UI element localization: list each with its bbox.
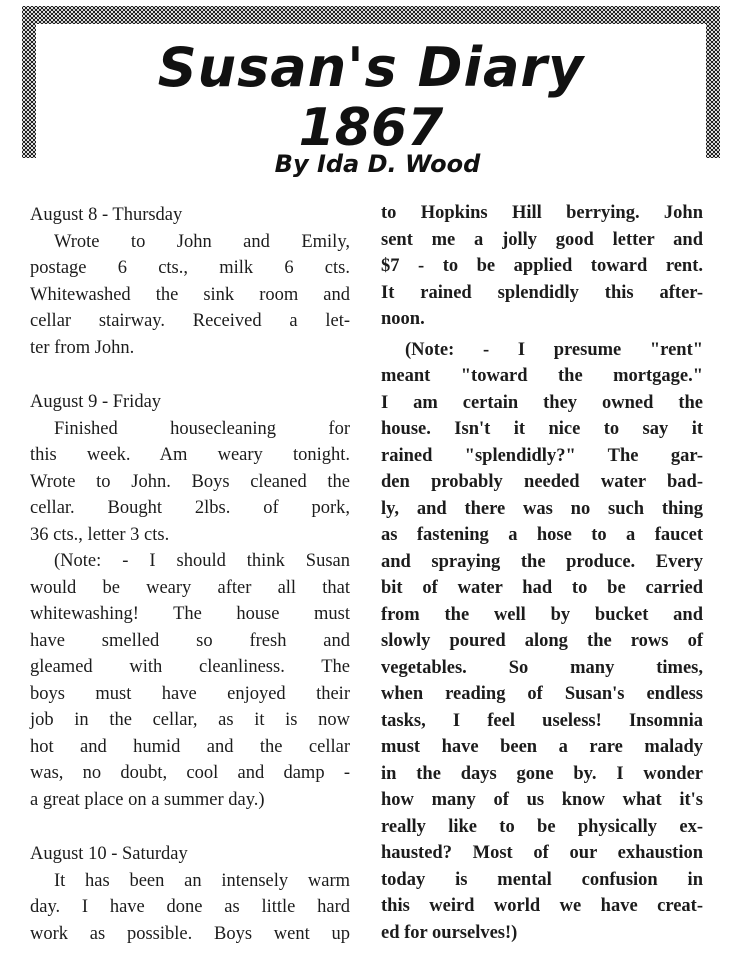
text-line: as fastening a hose to a faucet <box>381 525 703 545</box>
text-line: Wrote to John. Boys cleaned the <box>30 471 350 492</box>
text-line: this week. Am weary tonight. <box>30 445 350 465</box>
text-line: ly, and there was no such thing <box>381 498 703 519</box>
entry-aug-8-body <box>30 229 350 362</box>
text-line: Wrote to John and Emily, <box>54 231 350 252</box>
text-line: cellar. Bought 2lbs. of pork, <box>30 498 350 518</box>
text-line: have smelled so fresh and <box>30 630 350 651</box>
text-line: house. Isn't it nice to say it <box>381 419 703 439</box>
byline: By Ida D. Wood <box>274 150 481 178</box>
text-line: slowly poured along the rows of <box>381 631 703 651</box>
text-line: cellar stairway. Received a let- <box>30 311 350 331</box>
entry-date-aug-9: August 9 - Friday <box>30 392 162 412</box>
masthead-border-left <box>22 6 36 158</box>
text-line: 36 cts., letter 3 cts. <box>30 524 170 545</box>
text-line: really like to be physically ex- <box>381 816 703 837</box>
text-line: ter from John. <box>30 337 135 358</box>
text-line: and spraying the produce. Every <box>381 551 703 572</box>
masthead-border-top <box>22 6 720 24</box>
text-line: in the days gone by. I wonder <box>381 763 703 784</box>
entry-aug-10-continued <box>381 200 703 333</box>
masthead-box <box>22 6 720 158</box>
text-line: postage 6 cts., milk 6 cts. <box>30 258 350 278</box>
note-aug-10 <box>381 337 703 947</box>
text-line: hausted? Most of our exhaustion <box>381 843 703 863</box>
left-column <box>30 202 350 947</box>
text-line: to Hopkins Hill berrying. John <box>381 203 703 223</box>
column-title: Susan's Diary <box>157 36 585 99</box>
right-column <box>381 200 703 946</box>
text-line: den probably needed water bad- <box>381 472 703 492</box>
text-line: boys must have enjoyed their <box>30 683 350 704</box>
text-line: Whitewashed the sink room and <box>30 284 350 305</box>
entry-date-aug-8: August 8 - Thursday <box>30 205 183 225</box>
masthead-border-right <box>706 6 720 158</box>
text-line: sent me a jolly good letter and <box>381 229 703 250</box>
text-line: when reading of Susan's endless <box>381 684 703 704</box>
text-line: vegetables. So many times, <box>381 657 703 678</box>
text-line: gleamed with cleanliness. The <box>30 657 350 677</box>
text-line: hot and humid and the cellar <box>30 736 350 757</box>
text-line: was, no doubt, cool and damp - <box>30 763 350 783</box>
text-line: It rained splendidly this after- <box>381 282 703 303</box>
text-line: rained "splendidly?" The gar- <box>381 445 703 466</box>
column-year: 1867 <box>298 98 444 158</box>
text-line: how many of us know what it's <box>381 790 703 810</box>
masthead-inner <box>36 24 706 158</box>
text-line: would be weary after all that <box>30 577 350 598</box>
note-aug-9 <box>30 548 350 813</box>
text-line: tasks, I feel useless! Insomnia <box>381 710 703 731</box>
text-line: a great place on a summer day.) <box>30 789 265 810</box>
text-line: day. I have done as little hard <box>30 897 350 917</box>
text-line: job in the cellar, as it is now <box>30 710 350 730</box>
text-line: meant "toward the mortgage." <box>381 366 703 386</box>
text-line: I am certain they owned the <box>381 392 703 413</box>
text-line: bit of water had to be carried <box>381 578 703 598</box>
entry-aug-9-body <box>30 416 350 549</box>
text-line: whitewashing! The house must <box>30 604 350 624</box>
text-line: (Note: - I should think Susan <box>54 551 350 571</box>
text-line: must have been a rare malady <box>381 737 703 757</box>
text-line: It has been an intensely warm <box>54 870 350 891</box>
text-line: from the well by bucket and <box>381 604 703 625</box>
text-line: work as possible. Boys went up <box>30 923 350 944</box>
text-line: $7 - to be applied toward rent. <box>381 256 703 276</box>
text-line: Finished housecleaning for <box>54 418 350 439</box>
text-line: (Note: - I presume "rent" <box>405 339 703 360</box>
text-line: noon. <box>381 309 425 329</box>
text-line: ed for ourselves!) <box>381 922 518 943</box>
entry-date-aug-10: August 10 - Saturday <box>30 844 188 864</box>
entry-aug-10-body <box>30 868 350 948</box>
text-line: today is mental confusion in <box>381 869 703 890</box>
text-line: this weird world we have creat- <box>381 896 703 916</box>
